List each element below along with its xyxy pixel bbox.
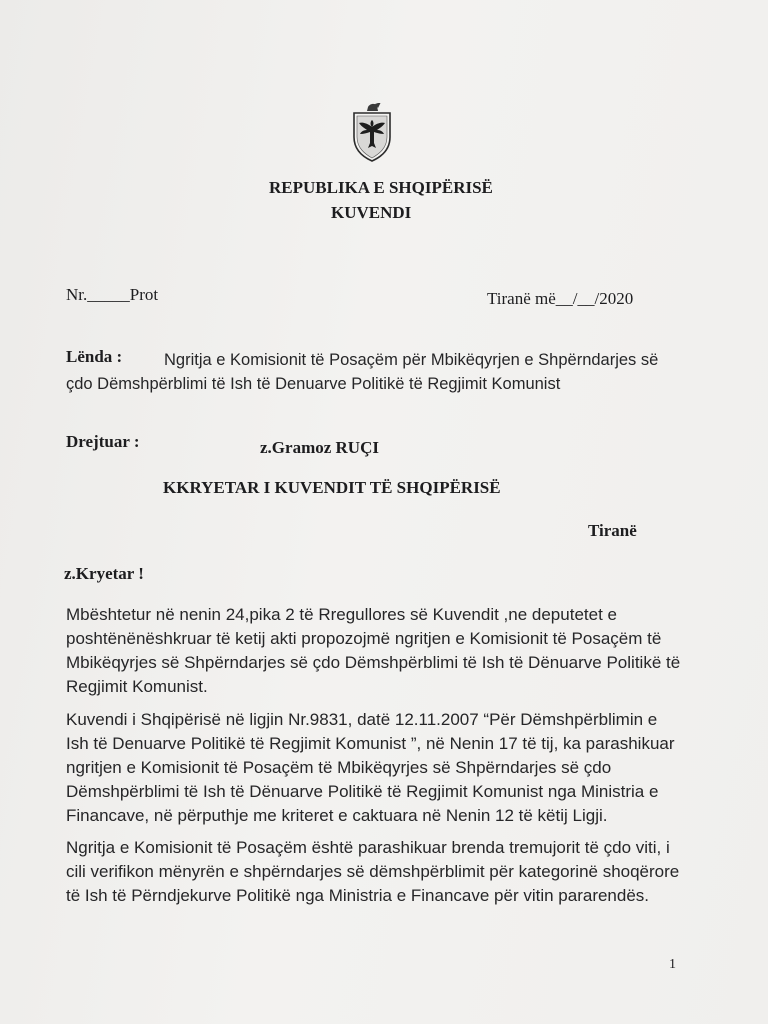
paragraph-line: Regjimit Komunist. (66, 677, 208, 696)
addressee-title: KKRYETAR I KUVENDIT TË SHQIPËRISË (163, 478, 501, 497)
paragraph-line: Ngritja e Komisionit të Posaçëm është parashikuar brenda tremujorit të çdo viti, i (66, 838, 670, 857)
institution-heading: KUVENDI (331, 203, 412, 222)
body-paragraph-2 (66, 708, 676, 828)
protocol-number: Nr._____Prot (66, 285, 159, 304)
paragraph-line: cili verifikon mënyrën e shpërndarjes së dëmshpërblimit për kategorinë shoqërore (66, 862, 680, 881)
body-paragraph-3 (66, 836, 680, 908)
subject-label: Lënda : (66, 347, 123, 366)
paragraph-line: Kuvendi i Shqipërisë në ligjin Nr.9831, datë 12.11.2007 “Për Dëmshpërblimin e (66, 710, 658, 729)
paragraph-line: Ish të Denuarve Politikë të Regjimit Komunist ”, në Nenin 17 të tij, ka parashikuar (66, 734, 675, 753)
paragraph-line: Dëmshpërblimi të Ish të Dënuarve Politikë të Regjimit Komunist nga Ministria e (66, 782, 659, 801)
paragraph-line: poshtënënëshkruar të ketij akti propozojmë ngritjen e Komisionit të Posaçëm të (66, 629, 662, 648)
body-paragraph-1 (66, 603, 681, 699)
addressee-name: z.Gramoz RUÇI (260, 438, 379, 457)
paragraph-line: Financave, në përputhje me kriteret e caktuara në Nenin 12 të këtij Ligji. (66, 806, 608, 825)
document-date: Tiranë më__/__/2020 (487, 289, 634, 308)
paragraph-line: të Ish të Përndjekurve Politikë nga Ministria e Financave për vitin pararendës. (66, 886, 650, 905)
paragraph-line: ngritjen e Komisionit të Posaçëm të Mbikëqyrjes së Shpërndarjes së çdo (66, 758, 612, 777)
albanian-coat-of-arms-icon (351, 103, 393, 163)
republic-heading: REPUBLIKA E SHQIPËRISË (269, 178, 493, 197)
addressee-city: Tiranë (588, 521, 637, 540)
paragraph-line: Mbikëqyrjes së Shpërndarjes së çdo Dëmshpërblimi të Ish të Dënuarve Politikë të (66, 653, 681, 672)
page-number: 1 (669, 957, 676, 972)
paragraph-line: Mbështetur në nenin 24,pika 2 të Rregullores së Kuvendit ,ne deputetet e (66, 605, 617, 624)
subject-line-2: çdo Dëmshpërblimi të Ish të Denuarve Politikë të Regjimit Komunist (66, 375, 561, 393)
salutation: z.Kryetar ! (64, 564, 144, 583)
subject-line-1: Ngritja e Komisionit të Posaçëm për Mbikëqyrjen e Shpërndarjes së (164, 351, 659, 369)
addressee-label: Drejtuar : (66, 432, 140, 451)
